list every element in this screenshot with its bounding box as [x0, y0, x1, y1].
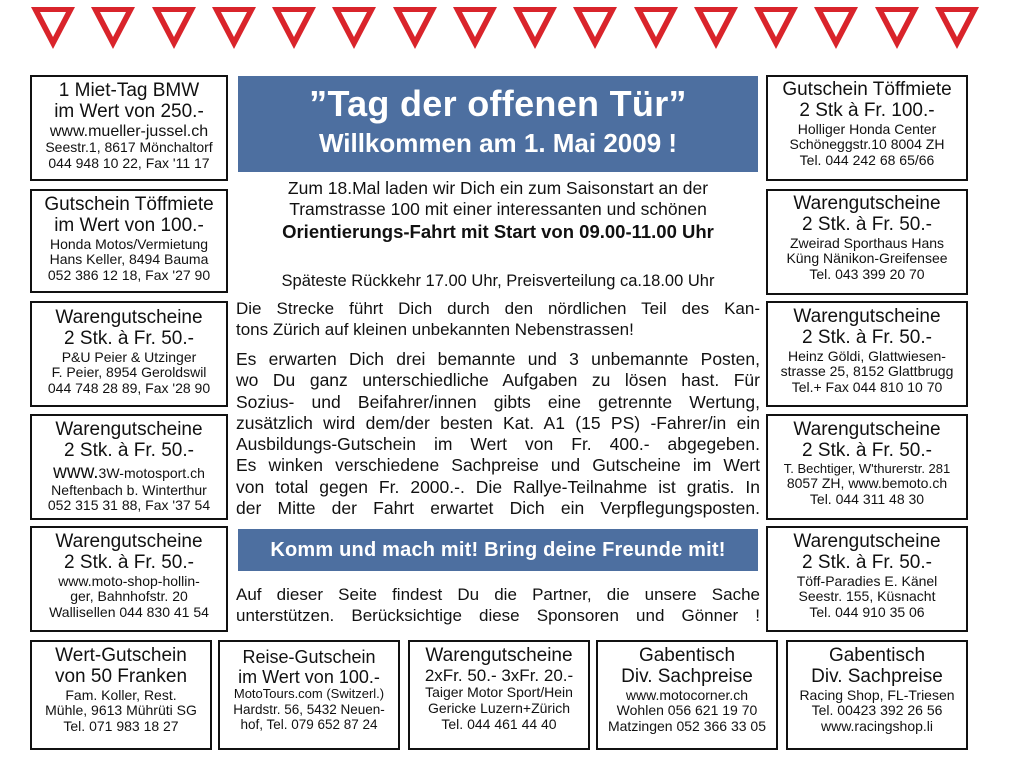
voucher-value: 2 Stk. à Fr. 50.- [64, 328, 194, 350]
sponsor-box-bemoto [766, 414, 968, 520]
voucher-title: Wert-Gutschein [55, 645, 187, 666]
voucher-value: Div. Sachpreise [811, 666, 943, 688]
sponsor-website [32, 462, 226, 483]
sponsor-box-holliger-honda [766, 75, 968, 181]
sponsors-note-line-2: unterstützen. Berücksichtige diese Sponsoren und Gönner ! [236, 605, 760, 625]
details-line: Ausbildungs-Gutschein im Wert von Fr. 400.- abgegeben. [236, 434, 760, 454]
yield-sign-icon [934, 6, 980, 50]
yield-sign-icon [512, 6, 558, 50]
sponsor-phone: Tel. 00423 392 26 56 [811, 702, 943, 719]
voucher-title: Gutschein Töffmiete [782, 79, 952, 100]
sponsor-phone: Tel. 044 910 35 06 [809, 603, 925, 620]
voucher-title: Warengutscheine [55, 531, 203, 552]
route-line-1: Die Strecke führt Dich durch den nördlichen Teil des Kan- [236, 299, 760, 318]
voucher-title: Warengutscheine [793, 193, 941, 214]
voucher-value: 2 Stk. à Fr. 50.- [64, 552, 194, 574]
sponsor-name: Racing Shop, FL-Triesen [799, 686, 955, 703]
intro-line-3: Orientierungs-Fahrt mit Start von 09.00-11.00 Uhr [282, 220, 714, 242]
yield-sign-icon [813, 6, 859, 50]
sponsor-address: Mühle, 9613 Mührüti SG [45, 702, 197, 719]
yield-sign-icon [151, 6, 197, 50]
sponsor-website: www.motocorner.ch [625, 686, 749, 703]
voucher-title: Reise-Gutschein [242, 647, 376, 667]
sponsor-box-peier-utzinger [30, 301, 228, 407]
sponsor-phone: 044 748 28 89, Fax '28 90 [47, 379, 211, 396]
sponsor-address: 8057 ZH, www.bemoto.ch [786, 475, 948, 492]
sponsor-name: P&U Peier & Utzinger [61, 348, 197, 365]
voucher-value: Div. Sachpreise [621, 666, 753, 688]
voucher-title: Warengutscheine [793, 306, 941, 327]
intro-line-4: Späteste Rückkehr 17.00 Uhr, Preisverteilung ca.18.00 Uhr [281, 272, 715, 290]
sponsor-name: Töff-Paradies E. Känel [796, 572, 938, 589]
voucher-title: Warengutscheine [55, 307, 203, 328]
sponsor-address: ger, Bahnhofstr. 20 [70, 588, 188, 605]
voucher-value: 2 Stk. à Fr. 50.- [64, 440, 194, 462]
voucher-title: Warengutscheine [425, 645, 573, 666]
voucher-value: 2xFr. 50.- 3xFr. 20.- [424, 666, 574, 686]
sponsor-website: www.mueller-jussel.ch [49, 122, 209, 140]
sponsor-address: Seestr.1, 8617 Mönchaltorf [45, 139, 213, 156]
details-line: der Mitte der Fahrt erwartet Dich ein Verpflegungsposten. [236, 497, 760, 518]
sponsor-name: Honda Motos/Vermietung [50, 235, 208, 252]
sponsor-box-mototours [218, 640, 400, 750]
voucher-title: 1 Miet-Tag BMW [58, 80, 200, 101]
sponsor-name: Holliger Honda Center [797, 120, 937, 137]
details-line: Es winken verschiedene Sachpreise und Gutscheine im Wert [236, 455, 760, 476]
call-to-action-banner: Komm und mach mit! Bring deine Freunde mit! [238, 529, 758, 571]
voucher-title: Gabentisch [638, 645, 736, 666]
sponsor-phone: 044 948 10 22, Fax '11 17 [48, 155, 210, 172]
details-line: von total gegen Fr. 2000.-. Die Rallye-Teilnahme ist gratis. In [236, 476, 760, 497]
sponsor-phone: Tel.+ Fax 044 810 10 70 [791, 378, 943, 395]
details-line: Sozius- und Beifahrer/innen gibts eine getrennte Wertung, [236, 391, 760, 412]
yield-sign-icon [392, 6, 438, 50]
sponsor-box-honda-motos [30, 189, 228, 293]
sponsor-name: Heinz Göldi, Glattwiesen- [788, 347, 946, 364]
sponsor-address: Hardstr. 56, 5432 Neuen- [233, 701, 385, 717]
sponsor-website: www.racingshop.li [820, 717, 934, 734]
page-title: ”Tag der offenen Tür” [309, 83, 687, 124]
sponsor-address: Seestr. 155, Küsnacht [798, 588, 936, 605]
sponsor-box-toeff-paradies [766, 526, 968, 632]
yield-sign-icon [331, 6, 377, 50]
sponsor-address: Schöneggstr.10 8004 ZH [789, 136, 945, 153]
details-line: zusätzlich wird dem/der besten Kat. A1 (15 PS) -Fahrer/in ein [236, 412, 760, 433]
sponsor-phone: Wallisellen 044 830 41 54 [49, 603, 209, 620]
voucher-value: von 50 Franken [54, 666, 188, 688]
sponsor-phone: hof, Tel. 079 652 87 24 [240, 716, 378, 732]
sponsor-box-moto-shop-hollinger [30, 526, 228, 632]
voucher-value: im Wert von 100.- [54, 215, 204, 237]
sponsor-box-zweirad-kueng [766, 189, 968, 295]
yield-sign-icon [271, 6, 317, 50]
sponsor-phone: Tel. 071 983 18 27 [63, 717, 179, 734]
voucher-title: Warengutscheine [793, 531, 941, 552]
yield-sign-icon [693, 6, 739, 50]
sponsor-address: Küng Nänikon-Greifensee [786, 250, 948, 267]
voucher-value: im Wert von 100.- [238, 667, 380, 688]
sponsor-phone: 052 315 31 88, Fax '37 54 [47, 497, 211, 514]
yield-sign-icon [211, 6, 257, 50]
yield-sign-icon [572, 6, 618, 50]
route-text [236, 299, 760, 340]
sponsor-name: Zweirad Sporthaus Hans [789, 234, 945, 251]
sponsor-name: T. Bechtiger, W'thurerstr. 281 [783, 460, 951, 476]
sponsor-box-motocorner [596, 640, 778, 750]
sponsor-website: www.moto-shop-hollin- [58, 572, 200, 589]
sponsors-note-line-1: Auf dieser Seite findest Du die Partner, die unsere Sache [236, 585, 760, 604]
details-line: Es erwarten Dich drei bemannte und 3 unbemannte Posten, [236, 349, 760, 369]
sponsor-address: Hans Keller, 8494 Bauma [49, 251, 209, 268]
sponsor-box-taiger-motor-sport [408, 640, 590, 750]
route-line-2: tons Zürich auf kleinen unbekannten Nebenstrassen! [236, 319, 634, 339]
voucher-title: Gutschein Töffmiete [44, 194, 214, 215]
sponsor-phone: Matzingen 052 366 33 05 [607, 717, 766, 734]
yield-sign-icon [452, 6, 498, 50]
voucher-value: 2 Stk. à Fr. 50.- [802, 440, 932, 462]
website-domain: 3W-motosport.ch [98, 464, 205, 481]
sponsor-phone: Wohlen 056 621 19 70 [616, 702, 758, 719]
sponsor-address: F. Peier, 8954 Geroldswil [51, 364, 207, 381]
voucher-title: Gabentisch [828, 645, 926, 666]
sponsors-note [236, 585, 760, 626]
intro-line-2: Tramstrasse 100 mit einer interessanten und schönen [289, 199, 707, 220]
sponsor-phone: Tel. 044 242 68 65/66 [799, 151, 935, 168]
sponsor-name: MotoTours.com (Switzerl.) [233, 686, 385, 702]
voucher-value: 2 Stk. à Fr. 50.- [802, 552, 932, 574]
sponsor-address: strasse 25, 8152 Glattbrugg [780, 363, 954, 380]
header-banner [238, 76, 758, 172]
voucher-title: Warengutscheine [793, 419, 941, 440]
yield-sign-icon [30, 6, 76, 50]
sponsor-address: Gericke Luzern+Zürich [427, 699, 570, 716]
sponsor-phone: Tel. 044 461 44 40 [441, 715, 557, 732]
voucher-value: 2 Stk à Fr. 100.- [799, 100, 935, 122]
yield-sign-icon [90, 6, 136, 50]
voucher-value: 2 Stk. à Fr. 50.- [802, 327, 932, 349]
sponsor-box-koller-muehle [30, 640, 212, 750]
yield-sign-icon [633, 6, 679, 50]
sponsor-address: Neftenbach b. Winterthur [51, 481, 207, 498]
voucher-value: 2 Stk. à Fr. 50.- [802, 214, 932, 236]
sponsor-phone: 052 386 12 18, Fax '27 90 [47, 266, 211, 283]
yield-sign-icon [874, 6, 920, 50]
sponsor-box-mueller-jussel [30, 75, 228, 181]
voucher-value: im Wert von 250.- [54, 101, 204, 123]
triangle-row [30, 6, 980, 56]
yield-sign-icon [753, 6, 799, 50]
sponsor-phone: Tel. 044 311 48 30 [809, 490, 925, 507]
sponsor-box-goeldi [766, 301, 968, 407]
intro-text [236, 178, 760, 243]
details-line: wo Du ganz unterschiedliche Aufgaben zu lösen hast. Für [236, 370, 760, 391]
details-text [236, 349, 760, 519]
sponsor-name: Fam. Koller, Rest. [65, 686, 177, 703]
page-subtitle: Willkommen am 1. Mai 2009 ! [318, 128, 678, 158]
voucher-title: Warengutscheine [55, 419, 203, 440]
return-time-text [236, 271, 760, 291]
sponsor-box-3w-motosport [30, 414, 228, 520]
sponsor-box-racing-shop [786, 640, 968, 750]
sponsor-phone: Tel. 043 399 20 70 [809, 265, 925, 282]
intro-line-1: Zum 18.Mal laden wir Dich ein zum Saisonstart an der [287, 178, 709, 198]
website-prefix: www. [53, 461, 99, 483]
sponsor-name: Taiger Motor Sport/Hein [425, 684, 573, 701]
